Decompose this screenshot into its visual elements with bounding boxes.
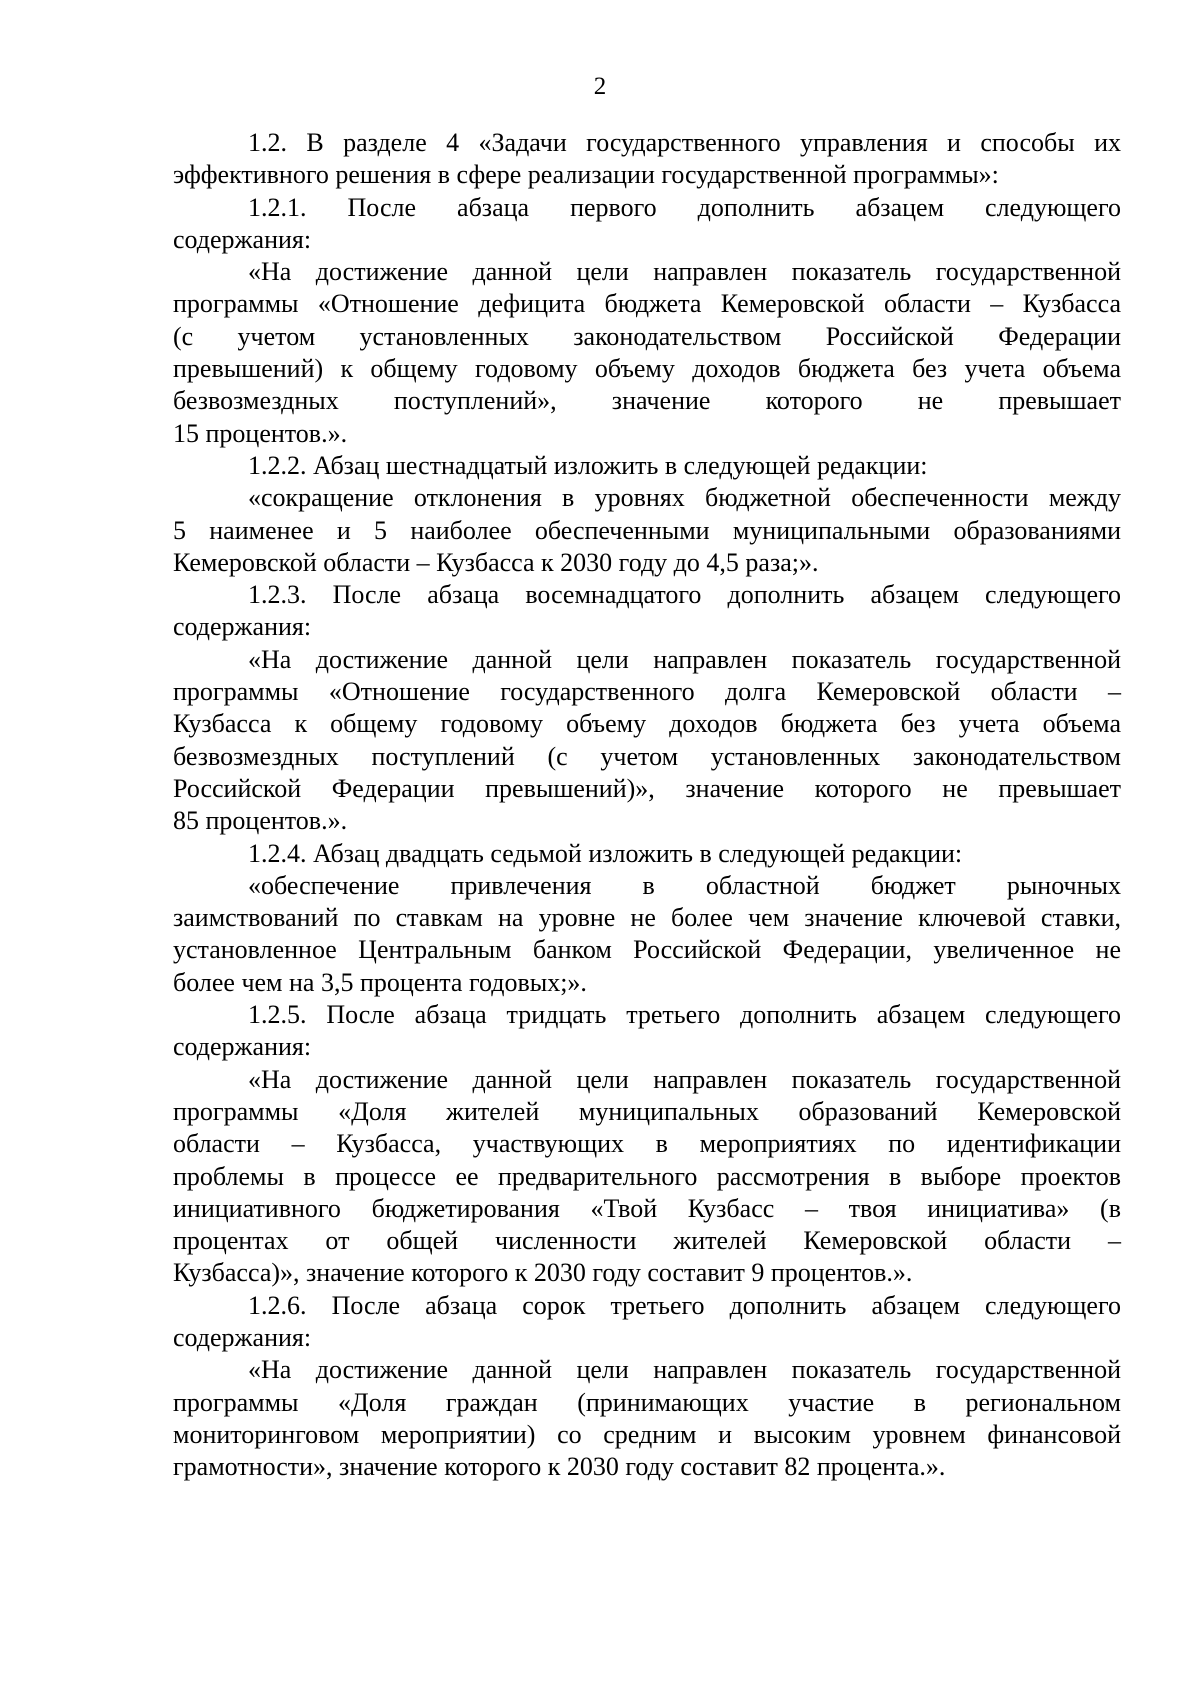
- text-line: эффективного решения в сфере реализации государственной программы»:: [173, 160, 999, 190]
- text-line: безвозмездных поступлений», значение которого не превышает: [173, 386, 1121, 416]
- text-line: «обеспечение привлечения в областной бюджет рыночных: [248, 870, 1121, 900]
- text-line: 85 процентов.».: [173, 806, 348, 836]
- text-line: более чем на 3,5 процента годовых;».: [173, 967, 587, 997]
- text-line: содержания:: [173, 1322, 312, 1352]
- text-line: «сокращение отклонения в уровнях бюджетной обеспеченности между: [248, 483, 1121, 513]
- text-line: безвозмездных поступлений (с учетом установленных законодательством: [173, 741, 1121, 771]
- text-line: превышений) к общему годовому объему доходов бюджета без учета объема: [173, 354, 1121, 384]
- text-line: (с учетом установленных законодательством Российской Федерации: [173, 321, 1121, 351]
- text-line: содержания:: [173, 612, 312, 642]
- text-line: 1.2.1. После абзаца первого дополнить абзацем следующего: [248, 192, 1121, 222]
- text-line: программы «Доля жителей муниципальных образований Кемеровской: [173, 1096, 1121, 1126]
- text-line: 1.2.6. После абзаца сорок третьего дополнить абзацем следующего: [248, 1290, 1121, 1320]
- text-line: области – Кузбасса, участвующих в мероприятиях по идентификации: [173, 1129, 1121, 1159]
- text-line: 1.2.4. Абзац двадцать седьмой изложить в следующей редакции:: [248, 838, 963, 868]
- text-line: Российской Федерации превышений)», значение которого не превышает: [173, 773, 1121, 803]
- text-line: программы «Отношение государственного долга Кемеровской области –: [173, 677, 1121, 707]
- text-line: 15 процентов.».: [173, 418, 348, 448]
- text-line: 1.2.3. После абзаца восемнадцатого дополнить абзацем следующего: [248, 580, 1121, 610]
- text-line: Кузбасса к общему годовому объему доходов бюджета без учета объема: [173, 709, 1121, 739]
- text-line: проблемы в процессе ее предварительного рассмотрения в выборе проектов: [173, 1161, 1121, 1191]
- text-line: 1.2.5. После абзаца тридцать третьего дополнить абзацем следующего: [248, 1000, 1121, 1030]
- text-line: программы «Доля граждан (принимающих участие в региональном: [173, 1387, 1121, 1417]
- text-line: мониторинговом мероприятии) со средним и высоким уровнем финансовой: [173, 1419, 1121, 1449]
- text-line: 1.2. В разделе 4 «Задачи государственного управления и способы их: [248, 128, 1121, 157]
- text-line: грамотности», значение которого к 2030 году составит 82 процента.».: [173, 1452, 946, 1482]
- text-line: «На достижение данной цели направлен показатель государственной: [248, 1355, 1121, 1385]
- text-line: «На достижение данной цели направлен показатель государственной: [248, 644, 1121, 674]
- text-line: 5 наименее и 5 наиболее обеспеченными муниципальными образованиями: [173, 515, 1121, 545]
- text-line: содержания:: [173, 1032, 312, 1062]
- text-line: Кузбасса)», значение которого к 2030 году составит 9 процентов.».: [173, 1258, 913, 1288]
- text-line: инициативного бюджетирования «Твой Кузбасс – твоя инициатива» (в: [173, 1193, 1121, 1223]
- text-line: установленное Центральным банком Российской Федерации, увеличенное не: [173, 935, 1121, 965]
- document-body: [173, 127, 1121, 1483]
- text-line: программы «Отношение дефицита бюджета Кемеровской области – Кузбасса: [173, 289, 1121, 319]
- text-line: «На достижение данной цели направлен показатель государственной: [248, 1064, 1121, 1094]
- text-line: «На достижение данной цели направлен показатель государственной: [248, 257, 1121, 287]
- page-number: 2: [593, 73, 607, 100]
- text-line: 1.2.2. Абзац шестнадцатый изложить в следующей редакции:: [248, 450, 928, 480]
- text-line: заимствований по ставкам на уровне не более чем значение ключевой ставки,: [173, 903, 1121, 933]
- text-line: содержания:: [173, 224, 312, 254]
- text-line: процентах от общей численности жителей Кемеровской области –: [173, 1226, 1121, 1256]
- text-line: Кемеровской области – Кузбасса к 2030 году до 4,5 раза;».: [173, 547, 819, 577]
